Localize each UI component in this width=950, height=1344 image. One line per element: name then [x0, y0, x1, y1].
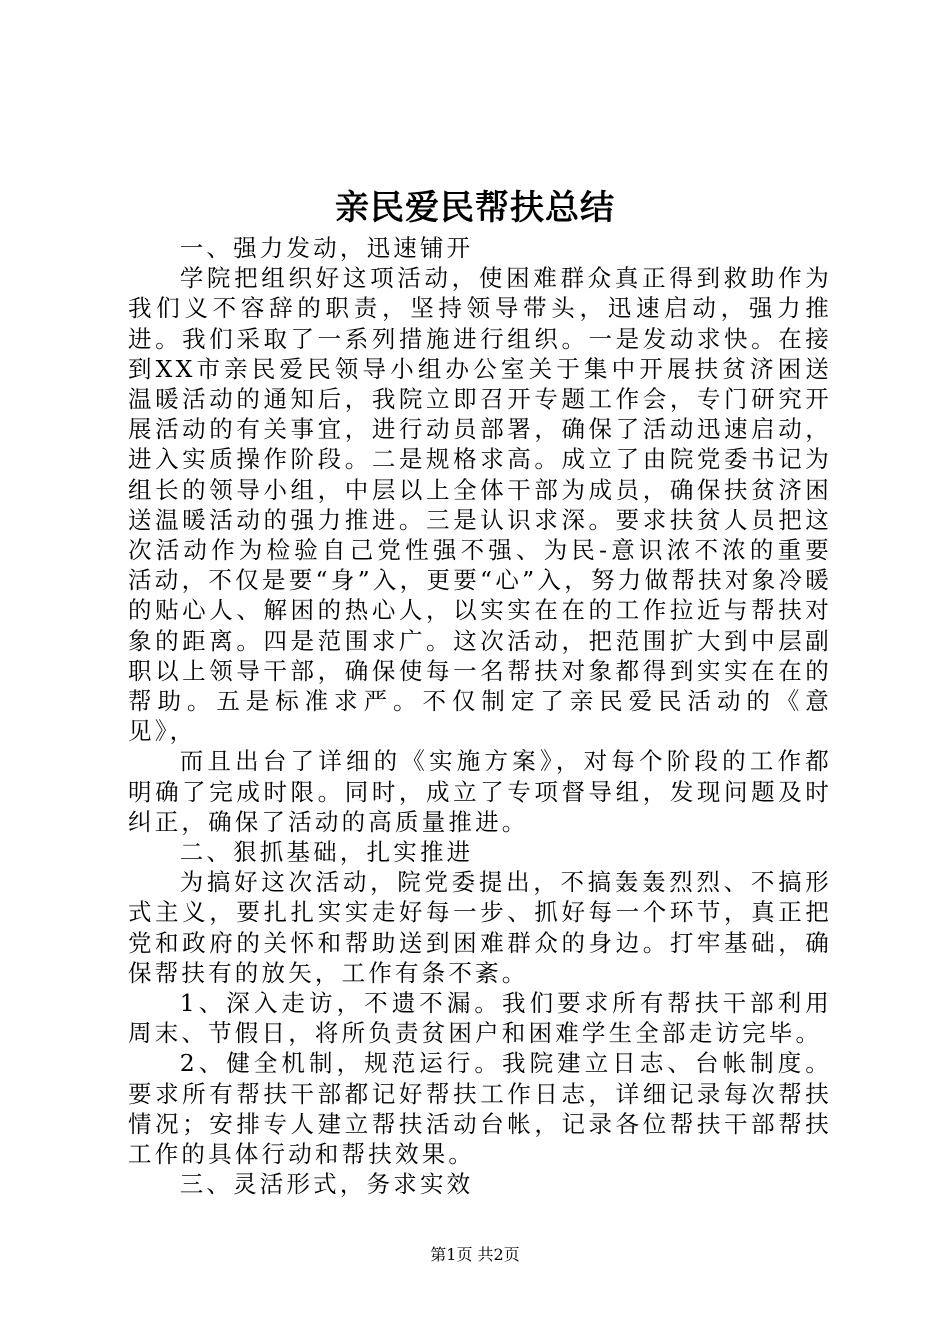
paragraph-4: 1、深入走访，不遗不漏。我们要求所有帮扶干部利用周末、节假日，将所负责贫困户和困难学生全部走访完毕。: [128, 989, 832, 1048]
section-heading-1: 一、强力发动，迅速铺开: [179, 234, 474, 262]
paragraph-3: 为搞好这次活动，院党委提出，不搞轰轰烈烈、不搞形式主义，要扎扎实实走好每一步、抓好每一个环节，真正把党和政府的关怀和帮助送到困难群众的身边。打牢基础，确保帮扶有的放矢，工作有条不紊。: [128, 868, 832, 987]
document-title: 亲民爱民帮扶总结: [335, 188, 615, 228]
document-body: [128, 233, 832, 1200]
section-heading-3: 三、灵活形式，务求实效: [179, 1170, 474, 1199]
page-number-footer: 第1页 共2页: [430, 1245, 520, 1264]
paragraph-1: 学院把组织好这项活动，使困难群众真正得到救助作为我们义不容辞的职责，坚持领导带头，迅速启动，强力推进。我们采取了一系列措施进行组织。一是发动求快。在接到XX市亲民爱民领导小组办公室关于集中开展扶贫济困送温暖活动的通知后，我院立即召开专题工作会，专门研究开展活动的有关事宜，进行动员部署，确保了活动迅速启动，进入实质操作阶段。二是规格求高。成立了由院党委书记为组长的领导小组，中层以上全体干部为成员，确保扶贫济困送温暖活动的强力推进。三是认识求深。要求扶贫人员把这次活动作为检验自己党性强不强、为民-意识浓不浓的重要活动，不仅是要“身”入，更要“心”入，努力做帮扶对象冷暖的贴心人、解困的热心人，以实实在在的工作拉近与帮扶对象的距离。四是范围求广。这次活动，把范围扩大到中层副职以上领导干部，确保使每一名帮扶对象都得到实实在在的帮助。五是标准求严。不仅制定了亲民爱民活动的《意见》，: [128, 264, 832, 746]
section-heading-2: 二、狠抓基础，扎实推进: [179, 838, 474, 867]
paragraph-5: 2、健全机制，规范运行。我院建立日志、台帐制度。要求所有帮扶干部都记好帮扶工作日志，详细记录每次帮扶情况；安排专人建立帮扶活动台帐，记录各位帮扶干部帮扶工作的具体行动和帮扶效果。: [128, 1049, 832, 1169]
paragraph-2: 而且出台了详细的《实施方案》，对每个阶段的工作都明确了完成时限。同时，成立了专项督导组，发现问题及时纠正，确保了活动的高质量推进。: [128, 747, 832, 836]
